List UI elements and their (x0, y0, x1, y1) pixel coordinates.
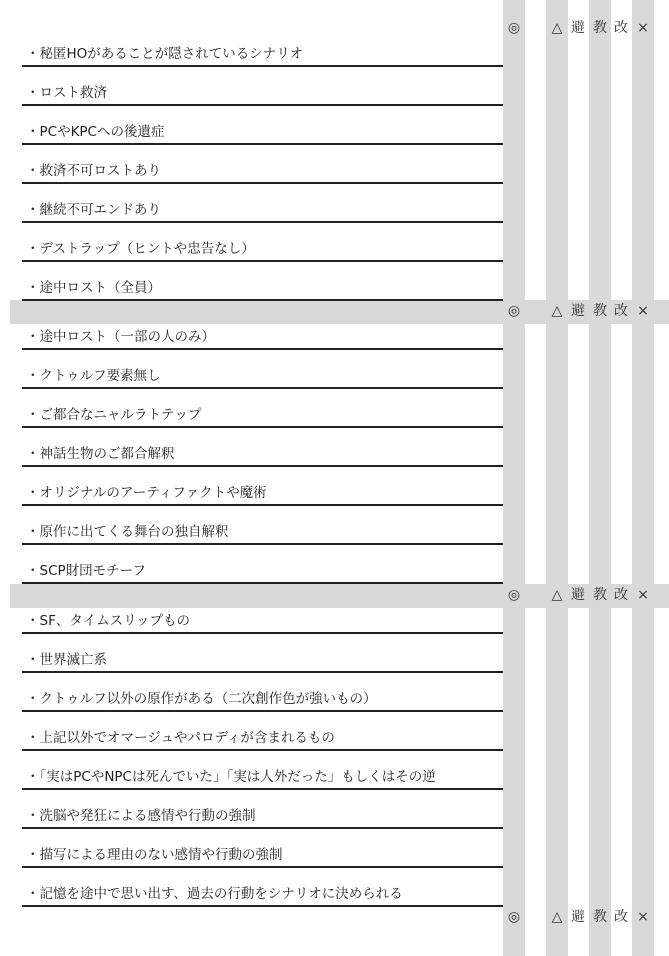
header-modify: 改 (614, 587, 628, 603)
item-text: ・オリジナルのアーティファクトや魔術 (26, 485, 267, 501)
header-avoid: 避 (571, 909, 585, 925)
check-column-1 (503, 0, 525, 956)
header-teach: 教 (593, 303, 607, 319)
item-text: ・ロスト救済 (26, 85, 107, 101)
row-divider (22, 905, 503, 907)
row-divider (22, 387, 503, 389)
item-text: ・クトゥルフ要素無し (26, 368, 161, 384)
check-column-2 (546, 0, 568, 956)
row-divider (22, 710, 503, 712)
item-text: ・クトゥルフ以外の原作がある（二次創作色が強いもの） (26, 691, 377, 707)
row-divider (22, 465, 503, 467)
header-triangle: △ (551, 587, 563, 603)
header-triangle: △ (551, 20, 563, 36)
list-item (22, 107, 503, 145)
header-double-circle: ◎ (507, 303, 521, 319)
item-text: ・途中ロスト（全員） (26, 280, 161, 296)
row-divider (22, 788, 503, 790)
header-triangle: △ (551, 909, 563, 925)
header-triangle: △ (551, 303, 563, 319)
row-divider (22, 827, 503, 829)
list-item (22, 830, 503, 868)
header-row-3 (503, 585, 654, 605)
row-divider (22, 671, 503, 673)
item-text: ・PCやKPCへの後遺症 (26, 124, 165, 140)
header-teach: 教 (593, 587, 607, 603)
item-text: ・SCP財団モチーフ (26, 563, 146, 579)
list-item (22, 429, 503, 467)
list-item (22, 224, 503, 262)
list-item (22, 869, 503, 907)
header-cross: × (637, 303, 649, 319)
list-item (22, 674, 503, 712)
row-divider (22, 260, 503, 262)
header-double-circle: ◎ (507, 20, 521, 36)
list-item (22, 713, 503, 751)
item-text: ・救済不可ロストあり (26, 163, 161, 179)
row-divider (22, 632, 503, 634)
row-divider (22, 348, 503, 350)
item-text: ・ご都合なニャルラトテップ (26, 407, 202, 423)
header-row-1 (503, 18, 654, 38)
header-avoid: 避 (571, 20, 585, 36)
list-item (22, 390, 503, 428)
list-item (22, 68, 503, 106)
row-divider (22, 221, 503, 223)
row-divider (22, 749, 503, 751)
item-text: ・原作に出てくる舞台の独自解釈 (26, 524, 229, 540)
item-text: ・SF、タイムスリップもの (26, 613, 191, 629)
item-text: ・デストラップ（ヒントや忠告なし） (26, 241, 255, 257)
row-divider (22, 299, 503, 301)
row-divider (22, 582, 503, 584)
row-divider (22, 866, 503, 868)
header-modify: 改 (614, 909, 628, 925)
list-item (22, 185, 503, 223)
row-divider (22, 182, 503, 184)
list-item (22, 146, 503, 184)
header-avoid: 避 (571, 587, 585, 603)
list-item (22, 263, 503, 301)
row-divider (22, 504, 503, 506)
list-item (22, 468, 503, 506)
header-row-2 (503, 301, 654, 321)
item-text: ・世界滅亡系 (26, 652, 107, 668)
header-modify: 改 (614, 20, 628, 36)
row-divider (22, 543, 503, 545)
row-divider (22, 426, 503, 428)
row-divider (22, 104, 503, 106)
list-item (22, 507, 503, 545)
check-column-4 (632, 0, 654, 956)
list-item (22, 635, 503, 673)
list-item (22, 351, 503, 389)
item-text: ・記憶を途中で思い出す、過去の行動をシナリオに決められる (26, 886, 403, 902)
header-teach: 教 (593, 20, 607, 36)
header-row-4 (503, 907, 654, 927)
header-teach: 教 (593, 909, 607, 925)
header-double-circle: ◎ (507, 587, 521, 603)
item-text: ・「実はPCやNPCは死んでいた」「実は人外だった」もしくはその逆 (26, 769, 436, 785)
list-item (22, 546, 503, 584)
list-item (22, 596, 503, 634)
item-text: ・洗脳や発狂による感情や行動の強制 (26, 808, 256, 824)
item-text: ・途中ロスト（一部の人のみ） (26, 329, 215, 345)
item-text: ・描写による理由のない感情や行動の強制 (26, 847, 283, 863)
list-item (22, 752, 503, 790)
header-cross: × (637, 20, 649, 36)
header-cross: × (637, 587, 649, 603)
header-double-circle: ◎ (507, 909, 521, 925)
item-text: ・継続不可エンドあり (26, 202, 161, 218)
check-column-3 (589, 0, 611, 956)
item-text: ・神話生物のご都合解釈 (26, 446, 175, 462)
header-modify: 改 (614, 303, 628, 319)
item-text: ・秘匿HOがあることが隠されているシナリオ (26, 46, 304, 62)
list-item (22, 791, 503, 829)
row-divider (22, 65, 503, 67)
item-text: ・上記以外でオマージュやパロディが含まれるもの (26, 730, 335, 746)
header-avoid: 避 (571, 303, 585, 319)
list-item (22, 29, 503, 67)
row-divider (22, 143, 503, 145)
header-cross: × (637, 909, 649, 925)
list-item (22, 312, 503, 350)
